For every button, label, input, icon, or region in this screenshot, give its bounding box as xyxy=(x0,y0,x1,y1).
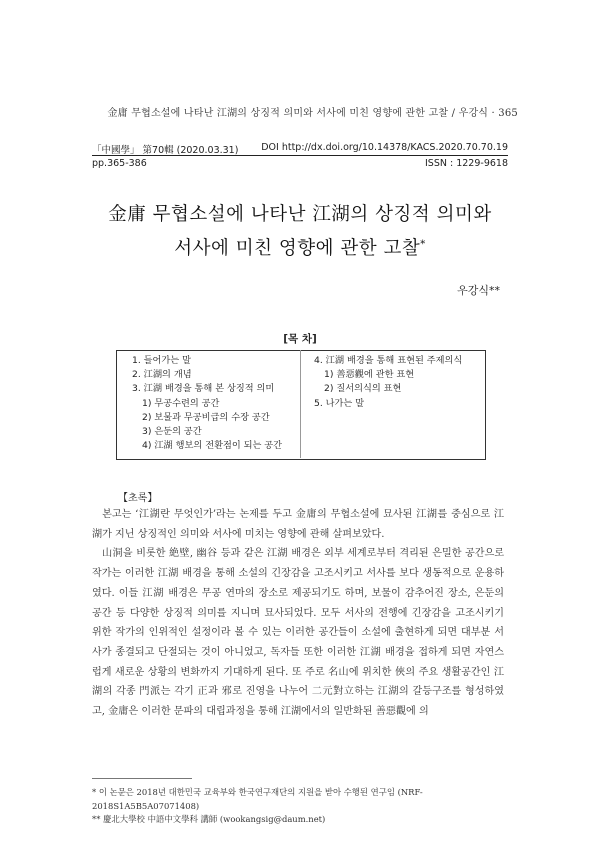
title-line-2: 서사에 미친 영향에 관한 고찰* xyxy=(174,238,426,260)
title-footnote-marker: * xyxy=(420,239,426,250)
abstract-paragraph-2: 山洞을 비롯한 絶壁, 幽谷 등과 같은 江湖 배경은 외부 세계로부터 격리된 은밀한 공간으로 작가는 이러한 江湖 배경을 통해 소설의 긴장감을 고조시키고 서사를 보다 생동적으로 운용하였다. 이들 江湖 배경은 무공 연마의 장소로 제공되기도 하며, 보물이 감추어진 장소, 은둔의 공간 등 다양한 상징적 의미를 지니며 묘사되었다. 모두 서사의 전행에 긴장감을 고조시키기 위한 작가의 인위적인 설정이라 볼 수 있는 이러한 공간들이 소설에 출현하게 되면 대부분 서사가 종결되고 단절되는 것이 아니었고, 독자들 또한 이러한 江湖 배경을 접하게 되면 자연스럽게 새로운 상황의 변화까지 기대하게 된다. 또 주로 名山에 위치한 俠의 주요 생활공간인 江湖의 각종 門派는 각기 正과 邪로 진영을 나누어 二元對立하는 江湖의 갈등구조를 형성하였고, 金庸은 이러한 문파의 대립과정을 통해 江湖에서의 일반화된 善惡觀에 의 xyxy=(92,548,504,718)
page-range: pp.365-386 xyxy=(92,158,147,169)
title-line-1: 金庸 무협소설에 나타난 江湖의 상징적 의미와 xyxy=(108,204,492,225)
toc-left-column xyxy=(132,354,282,453)
author: 우강식** xyxy=(457,284,500,297)
footnote-divider xyxy=(92,778,192,779)
abstract-paragraph-1: 본고는 ‘江湖란 무엇인가’라는 논제를 두고 金庸의 무협소설에 묘사된 江湖를 중심으로 江湖가 지닌 상징적인 의미와 서사에 미치는 영향에 관해 살펴보았다. xyxy=(92,509,504,540)
issn: ISSN : 1229-9618 xyxy=(425,158,508,169)
toc-heading: [목 차] xyxy=(0,331,600,346)
paper-title xyxy=(0,200,600,264)
footnote-1: * 이 논문은 2018년 대한민국 교육부와 한국연구재단의 지원을 받아 수행된 연구임 (NRF-2018S1A5B5A07071408) xyxy=(92,787,423,811)
footnotes xyxy=(92,786,512,827)
abstract-label: 【초록】 xyxy=(118,493,158,504)
toc-item: 2. 江湖의 개념 xyxy=(132,369,192,381)
toc-subitem: 4) 江湖 행보의 전환점이 되는 공간 xyxy=(142,440,283,452)
toc-subitem: 3) 은둔의 공간 xyxy=(142,426,202,438)
toc-subitem: 2) 보물과 무공비급의 수장 공간 xyxy=(142,411,270,423)
doi[interactable]: DOI http://dx.doi.org/10.14378/KACS.2020.70.70.19 xyxy=(261,142,508,153)
toc-subitem: 1) 善惡觀에 관한 표현 xyxy=(324,369,415,381)
meta-divider xyxy=(92,155,508,156)
toc-item: 1. 들어가는 말 xyxy=(132,355,191,366)
abstract-body xyxy=(92,505,504,722)
toc-right-column xyxy=(314,354,462,411)
journal-info: 「中國學」 第70輯 (2020.03.31) xyxy=(92,145,239,156)
footnote-2: ** 慶北大學校 中語中文學科 講師 (wookangsig@daum.net) xyxy=(92,814,326,824)
toc-column-divider xyxy=(300,350,301,458)
toc-subitem: 2) 질서의식의 표현 xyxy=(324,383,402,395)
toc-item: 4. 江湖 배경을 통해 표현된 주제의식 xyxy=(314,355,463,366)
running-header: 金庸 무협소설에 나타난 江湖의 상징적 의미와 서사에 미친 영향에 관한 고찰 / 우강식 · 365 xyxy=(107,108,518,119)
toc-item: 5. 나가는 말 xyxy=(314,397,365,409)
toc-item: 3. 江湖 배경을 통해 본 상징적 의미 xyxy=(132,383,275,395)
toc-subitem: 1) 무공수련의 공간 xyxy=(142,397,220,409)
